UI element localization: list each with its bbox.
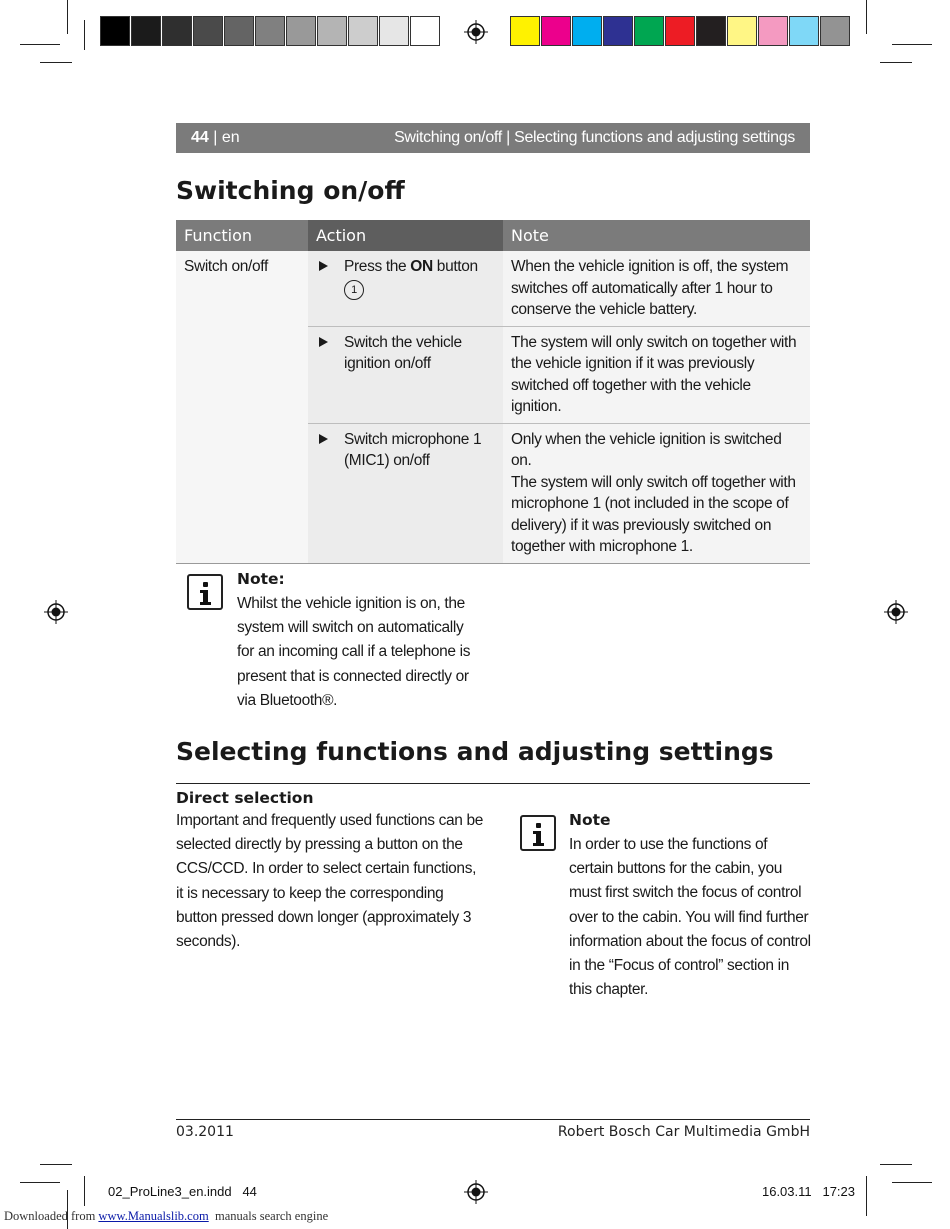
color-swatch (286, 16, 316, 46)
note-text: Whilst the vehicle ignition is on, the system will switch on automatically for an incoming call if a telephone is present that is connected directly or via Bluetooth®. (237, 595, 471, 709)
slug-filename: 02_ProLine3_en.indd 44 (108, 1184, 257, 1199)
note-cell: When the vehicle ignition is off, the system switches off automatically after 1 hour to conserve the vehicle battery. (503, 251, 810, 326)
bullet-arrow-icon (319, 434, 328, 444)
note-cell: The system will only switch on together with the vehicle ignition if it was previously switched off together with the vehicle ignition. (503, 326, 810, 423)
registration-mark-icon (44, 600, 68, 624)
section-title: Switching on/off (176, 176, 405, 205)
info-icon (520, 815, 556, 851)
crop-mark (880, 62, 912, 63)
crop-mark (866, 1176, 867, 1216)
note-title: Note: (237, 570, 285, 588)
crop-mark (84, 20, 85, 50)
color-swatch (510, 16, 540, 46)
switching-table (176, 220, 810, 564)
subheading: Direct selection (176, 789, 314, 807)
action-cell: Switch the vehicle ignition on/off (308, 326, 503, 423)
registration-mark-icon (464, 1180, 488, 1204)
footer-company: Robert Bosch Car Multimedia GmbH (557, 1124, 810, 1140)
note-cell: Only when the vehicle ignition is switched on. The system will only switch off together with microphone 1 (not included in the scope of delivery) if it was previously switched on together with microphone 1. (503, 423, 810, 563)
crop-mark (84, 1176, 85, 1206)
color-swatch (789, 16, 819, 46)
color-swatch (820, 16, 850, 46)
color-swatch (131, 16, 161, 46)
note-title: Note (569, 811, 611, 829)
footer-date: 03.2011 (176, 1124, 234, 1140)
crop-mark (880, 1164, 912, 1165)
crop-mark (40, 62, 72, 63)
running-header (176, 123, 810, 153)
color-swatch (379, 16, 409, 46)
color-swatch (193, 16, 223, 46)
info-icon (187, 574, 223, 610)
color-swatch (634, 16, 664, 46)
color-swatch (224, 16, 254, 46)
color-swatch (348, 16, 378, 46)
bullet-arrow-icon (319, 337, 328, 347)
download-notice: Downloaded from www.Manualslib.com manuals search engine (4, 1209, 329, 1223)
column-header: Function (176, 220, 308, 251)
column-header: Action (308, 220, 503, 251)
color-swatch (541, 16, 571, 46)
button-reference-badge: 1 (344, 280, 364, 300)
crop-mark (20, 44, 60, 45)
body-paragraph: Important and frequently used functions can be selected directly by pressing a button on the CCS/CCD. In order to select certain functions, it is necessary to keep the corresponding button pressed down longer (approximately 3 seconds). (176, 812, 484, 951)
color-swatch (317, 16, 347, 46)
crop-mark (892, 1182, 932, 1183)
registration-mark-icon (464, 20, 488, 44)
manualslib-link[interactable]: www.Manualslib.com (98, 1209, 209, 1223)
process-color-bar (510, 16, 851, 48)
action-cell: Press the ON button 1 (308, 251, 503, 326)
section-divider (176, 783, 810, 784)
crop-mark (20, 1182, 60, 1183)
color-swatch (665, 16, 695, 46)
grayscale-color-bar (100, 16, 441, 48)
color-swatch (727, 16, 757, 46)
section-title: Selecting functions and adjusting settings (176, 737, 774, 766)
color-swatch (603, 16, 633, 46)
table-header-row (176, 220, 810, 251)
running-title: Switching on/off | Selecting functions and adjusting settings (394, 129, 795, 146)
crop-mark (40, 1164, 72, 1165)
color-swatch (162, 16, 192, 46)
color-swatch (410, 16, 440, 46)
crop-mark (866, 0, 867, 34)
color-swatch (696, 16, 726, 46)
footer-divider (176, 1119, 810, 1120)
color-swatch (100, 16, 130, 46)
registration-mark-icon (884, 600, 908, 624)
slug-timestamp: 16.03.11 17:23 (761, 1184, 855, 1199)
function-cell: Switch on/off (176, 251, 308, 563)
color-swatch (572, 16, 602, 46)
crop-mark (67, 0, 68, 34)
column-header: Note (503, 220, 810, 251)
table-row (176, 251, 810, 326)
action-cell: Switch microphone 1 (MIC1) on/off (308, 423, 503, 563)
bullet-arrow-icon (319, 261, 328, 271)
color-swatch (758, 16, 788, 46)
crop-mark (892, 44, 932, 45)
page-number: 44 | en (191, 129, 240, 146)
note-text: In order to use the functions of certain buttons for the cabin, you must first switch the focus of control over to the cabin. You will find further information about the focus of control in the “Focus of control” section in this chapter. (569, 836, 811, 999)
color-swatch (255, 16, 285, 46)
